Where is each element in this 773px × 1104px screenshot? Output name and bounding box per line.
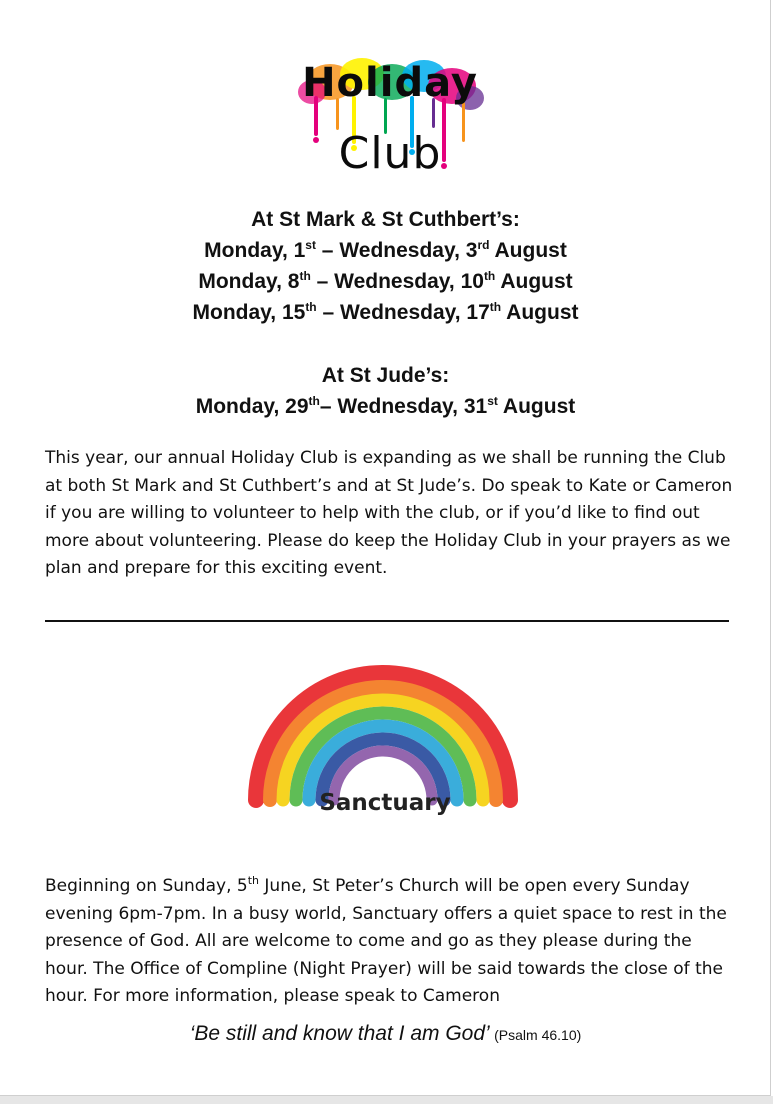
venue-2-heading: At St Jude’s: — [321, 364, 450, 387]
date-range: Monday, 1st – Wednesday, 3rd August — [204, 238, 567, 262]
sanctuary-logo-text: Sanctuary — [319, 790, 451, 816]
date-range: Monday, 15th – Wednesday, 17th August — [192, 300, 579, 324]
page-bottom-edge — [0, 1096, 773, 1104]
quote-reference: (Psalm 46.10) — [494, 1027, 582, 1043]
holiday-club-paragraph: This year, our annual Holiday Club is expanding as we shall be running the Club at both St Mark and St Cuthbert’s and at St Jude’s. Do speak to Kate or Cameron if you are willing to volunteer to help with the club, or if you’d like to find out more about volunteering. Please do keep the Holiday Club in your prayers as we plan and prepare for this exciting event. — [45, 448, 733, 578]
logo-word-holiday: Holiday — [302, 60, 478, 106]
holiday-club-logo — [292, 52, 488, 184]
sanctuary-paragraph: Beginning on Sunday, 5th June, St Peter’s Church will be open every Sunday evening 6pm-7pm. In a busy world, Sanctuary offers a quiet space to rest in the presence of God. All are welcome to come and go as they please during the hour. The Office of Compline (Night Prayer) will be said towards the close of the hour. For more information, please speak to Cameron — [45, 874, 727, 1006]
date-range: Monday, 29th– Wednesday, 31st August — [195, 394, 576, 418]
date-range: Monday, 8th – Wednesday, 10th August — [198, 269, 573, 293]
rainbow-graphic — [238, 662, 528, 827]
quote-text: ‘Be still and know that I am God’ — [189, 1022, 490, 1045]
section-divider — [45, 620, 729, 622]
logo-word-club: Club — [338, 128, 442, 179]
venue-1-schedule — [0, 204, 771, 328]
scripture-quote — [0, 1022, 771, 1046]
venue-2-schedule — [0, 360, 771, 422]
sanctuary-logo — [238, 662, 528, 827]
venue-1-heading: At St Mark & St Cuthbert’s: — [251, 208, 520, 231]
